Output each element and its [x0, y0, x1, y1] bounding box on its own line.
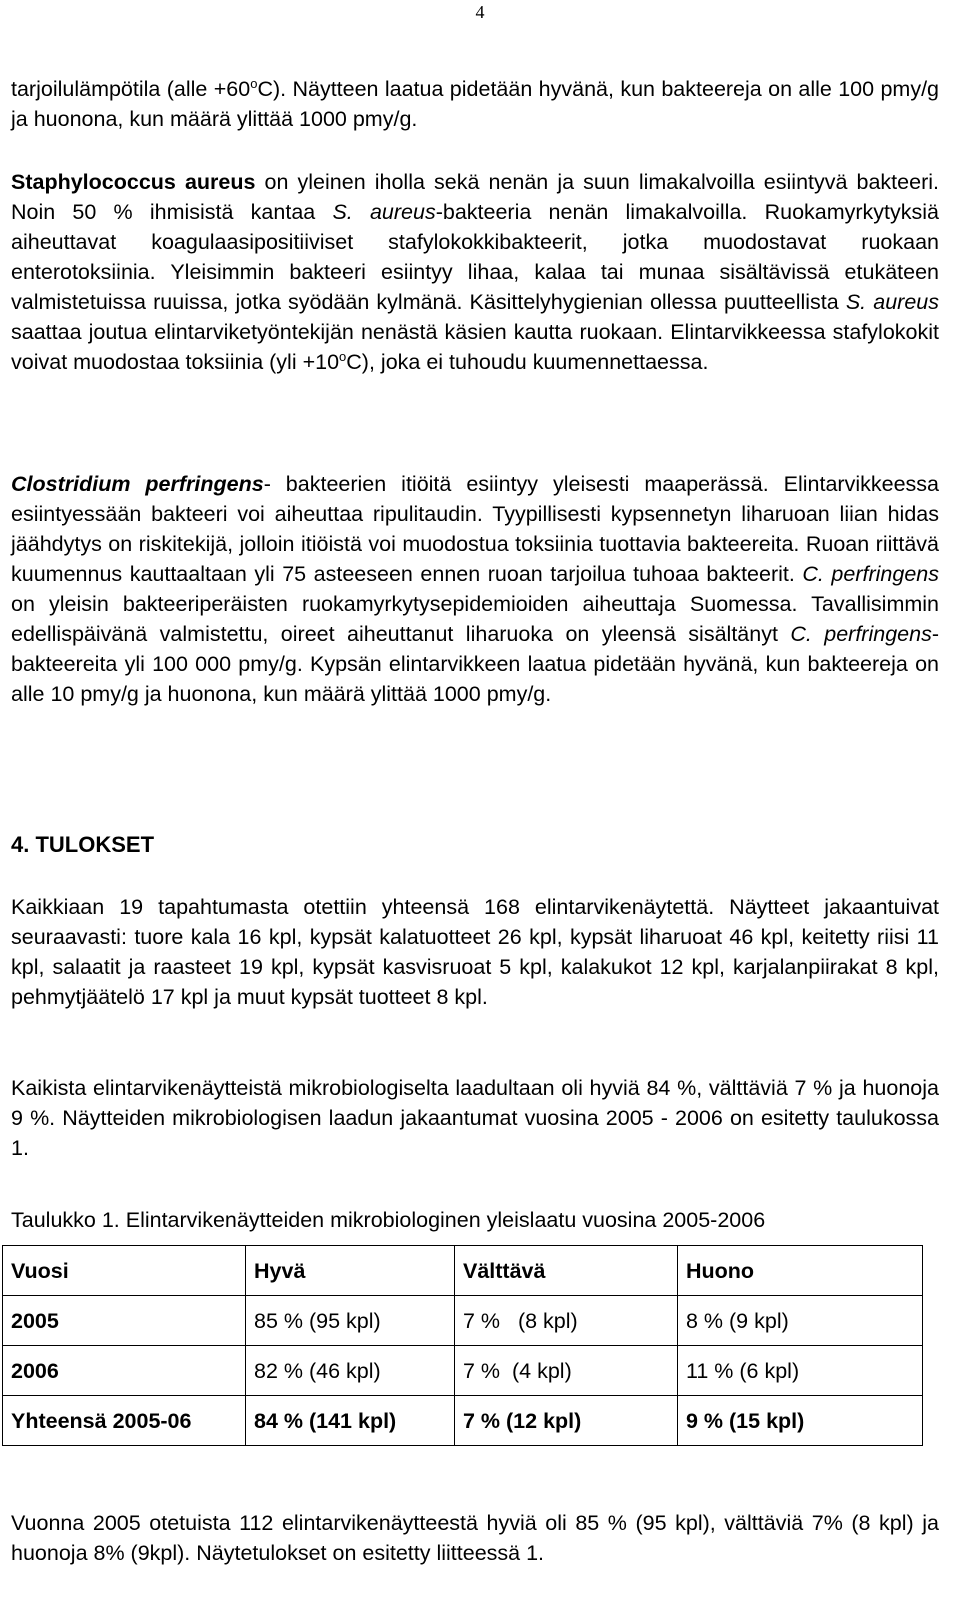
cell-acceptable: 7 % (12 kpl) — [455, 1396, 678, 1446]
superscript: o — [339, 348, 347, 364]
term-staphylococcus-aureus: Staphylococcus aureus — [11, 170, 256, 194]
text: saattaa joutua elintarviketyöntekijän nenästä käsien kautta ruokaan. Elintarvikkeessa stafylokokit voivat muodostaa toksiinia (yli +10 — [11, 320, 939, 374]
paragraph-quality-summary — [11, 1073, 939, 1163]
cell-poor: 9 % (15 kpl) — [678, 1396, 923, 1446]
page-number: 4 — [475, 2, 485, 22]
header-good: Hyvä — [246, 1246, 455, 1296]
cell-year: Yhteensä 2005-06 — [3, 1396, 246, 1446]
table-header-row — [3, 1246, 923, 1296]
term-s-aureus: S. aureus — [845, 290, 939, 314]
term-c-perfringens: C. perfringens — [790, 622, 932, 646]
text: Vuonna 2005 otetuista 112 elintarvikenäytteestä hyviä oli 85 % (95 kpl), välttäviä 7% (8 kpl) ja huonoja 8% (9kpl). Näytetulokset on esitetty liitteessä 1. — [11, 1511, 939, 1565]
paragraph-clostridium — [11, 469, 939, 709]
text: on yleisin bakteeriperäisten ruokamyrkytysepidemioiden aiheuttaja Suomessa. Tavallisimmin edellispäivänä valmistettu, oireet aiheuttanut liharuoka on yleensä sisältänyt — [11, 592, 939, 646]
term-s-aureus: S. aureus — [332, 200, 436, 224]
table-row — [3, 1346, 923, 1396]
section-heading: 4. TULOKSET — [11, 832, 155, 857]
cell-poor: 8 % (9 kpl) — [678, 1296, 923, 1346]
text: -bakteeria nenän limakalvoilla. Ruokamyrkytyksiä aiheuttavat koagulaasipositiiviset stafylokokkibakteerit, jotka muodostavat ruokaan enterotoksiinia. Yleisimmin bakteeri esiintyy lihaa, kalaa tai munaa sisältävissä etukäteen valmistetuissa ruuissa, jotka syödään kylmänä. Käsittelyhygienian ollessa puutteellista — [11, 200, 940, 314]
text: Kaikista elintarvikenäytteistä mikrobiologiselta laadultaan oli hyviä 84 %, välttäviä 7 % ja huonoja 9 %. Näytteiden mikrobiologisen laadun jakaantumat vuosina 2005 - 2006 on esitetty taulukossa 1. — [11, 1076, 939, 1160]
cell-good: 85 % (95 kpl) — [246, 1296, 455, 1346]
text: C), joka ei tuhoudu kuumennettaessa. — [346, 350, 709, 374]
header-acceptable: Välttävä — [455, 1246, 678, 1296]
superscript: o — [250, 75, 258, 91]
paragraph-serving-temperature — [11, 74, 939, 134]
table-caption: Taulukko 1. Elintarvikenäytteiden mikrobiologinen yleislaatu vuosina 2005-2006 — [11, 1208, 766, 1232]
cell-acceptable: 7 % (4 kpl) — [455, 1346, 678, 1396]
text: - bakteerien itiöitä esiintyy yleisesti maaperässä. Elintarvikkeessa esiintyessään bakteeri voi aiheuttaa ripulitaudin. Tyypillisesti kypsennetyn liharuoan liian hidas jäähdytys on riskitekijä, jolloin itiöistä voi muodostua toksiinia tuottavia bakteereita. Ruoan riittävä kuumennus kauttaaltaan yli 75 asteeseen ennen ruoan tarjoilua tuhoaa bakteerit. — [11, 472, 939, 586]
quality-table — [2, 1245, 923, 1446]
term-clostridium-perfringens: Clostridium perfringens — [11, 472, 264, 496]
header-poor: Huono — [678, 1246, 923, 1296]
cell-acceptable: 7 % (8 kpl) — [455, 1296, 678, 1346]
term-c-perfringens: C. perfringens — [802, 562, 939, 586]
text: on yleinen iholla sekä nenän ja suun limakalvoilla esiintyvä bakteeri. Noin 50 % ihmisistä kantaa — [11, 170, 939, 224]
cell-year: 2006 — [3, 1346, 246, 1396]
paragraph-staphylococcus — [11, 167, 939, 377]
cell-year: 2005 — [3, 1296, 246, 1346]
text: C). Näytteen laatua pidetään hyvänä, kun bakteereja on alle 100 pmy/g ja huonona, kun määrä ylittää 1000 pmy/g. — [11, 77, 939, 131]
paragraph-sample-counts — [11, 892, 939, 1012]
paragraph-2005-results — [11, 1508, 939, 1568]
cell-good: 84 % (141 kpl) — [246, 1396, 455, 1446]
text: -bakteereita yli 100 000 pmy/g. Kypsän elintarvikkeen laatua pidetään hyvänä, kun bakteereja on alle 10 pmy/g ja huonona, kun määrä ylittää 1000 pmy/g. — [11, 622, 939, 706]
cell-good: 82 % (46 kpl) — [246, 1346, 455, 1396]
header-year: Vuosi — [3, 1246, 246, 1296]
table-total-row — [3, 1396, 923, 1446]
table-row — [3, 1296, 923, 1346]
text: tarjoilulämpötila (alle +60 — [11, 77, 251, 101]
cell-poor: 11 % (6 kpl) — [678, 1346, 923, 1396]
text: Kaikkiaan 19 tapahtumasta otettiin yhteensä 168 elintarvikenäytettä. Näytteet jakaantuivat seuraavasti: tuore kala 16 kpl, kypsät kalatuotteet 26 kpl, kypsät liharuoat 46 kpl, keitetty riisi 11 kpl, salaatit ja raasteet 19 kpl, kypsät kasvisruoat 5 kpl, kalakukot 12 kpl, karjalanpiirakat 8 kpl, pehmytjäätelö 17 kpl ja muut kypsät tuotteet 8 kpl. — [11, 895, 939, 1009]
